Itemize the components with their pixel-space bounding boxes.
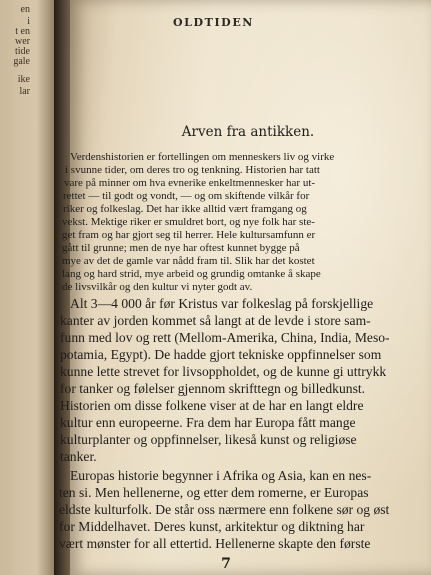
text-line: ten si. Men hellenerne, og etter dem romerne, er Europas (59, 485, 369, 500)
chapter-title: Arven fra antikken. (181, 124, 315, 140)
text-line: Historien om disse folkene viser at de har en langt eldre (60, 398, 364, 413)
text-line: riker og folkeslag. Det har ikke alltid vært framgang og (63, 203, 307, 215)
text-line: Alt 3—4 000 år før Kristus var folkeslag på forskjellige (70, 296, 374, 311)
text-line: gått til grunne; men de nye har oftest kunnet bygge på (62, 242, 300, 254)
left-page-fragment: lar (19, 86, 30, 97)
left-page-fragment: wer (15, 36, 30, 47)
left-page-fragment: en (20, 4, 30, 15)
text-line: Verdenshistorien er fortellingen om menneskers liv og virke (70, 151, 335, 163)
text-line: kultur enn europeerne. Fra dem har Europa fått mange (60, 415, 356, 430)
text-line: vekst. Mektige riker er smuldret bort, og nye folk har ste- (62, 216, 315, 228)
text-line: vært mønster for all ettertid. Hellenerne skapte den første (59, 536, 371, 551)
text-line: for Middelhavet. Deres kunst, arkitektur og diktning har (59, 519, 365, 534)
text-line: de livsvilkår og den kultur vi nyter godt av. (62, 281, 253, 293)
left-page-fragment: ike (17, 74, 30, 85)
page-number: 7 (221, 556, 231, 572)
text-line: kunne lette strevet for livsoppholdet, og de kunne gi uttrykk (60, 364, 387, 379)
right-page (59, 0, 431, 575)
text-line: eldste kulturfolk. De står oss nærmere enn folkene sør og øst (59, 502, 390, 517)
left-page-fragment: i (27, 16, 30, 27)
text-line: mye av det de gamle var nådd fram til. Slik har det kostet (62, 255, 315, 267)
text-line: funn med lov og rett (Mellom-Amerika, China, India, Meso- (60, 330, 390, 345)
text-line: kulturplanter og oppfinnelser, likeså kunst og religiøse (60, 432, 357, 447)
text-line: potamia, Egypt). De hadde gjort tekniske oppfinnelser som (60, 347, 382, 362)
text-line: for tanker og følelser gjennom skrifttegn og billedkunst. (60, 381, 366, 396)
running-head: OLDTIDEN (173, 16, 254, 29)
text-line: get fram og har gjort seg til herrer. Hele kultursamfunn er (62, 229, 316, 241)
left-page-fragment: gale (13, 56, 30, 67)
text-line: i svunne tider, om deres tro og tenkning. Historien har tatt (65, 164, 320, 176)
text-line: tanker. (60, 449, 97, 464)
left-page-fragment: tide (15, 46, 30, 57)
left-page-fragment: t en (15, 26, 30, 37)
text-line: lang og hard strid, mye arbeid og grundig omtanke å skape (62, 268, 321, 280)
text-line: kanter av jorden kommet så langt at de levde i store sam- (60, 313, 371, 328)
text-line: Europas historie begynner i Afrika og Asia, kan en nes- (70, 468, 372, 483)
text-line: vare på minner om hva evnerike enkeltmennesker har ut- (64, 177, 316, 189)
text-line: rettet — til godt og vondt, — og om skiftende vilkår for (63, 190, 310, 202)
